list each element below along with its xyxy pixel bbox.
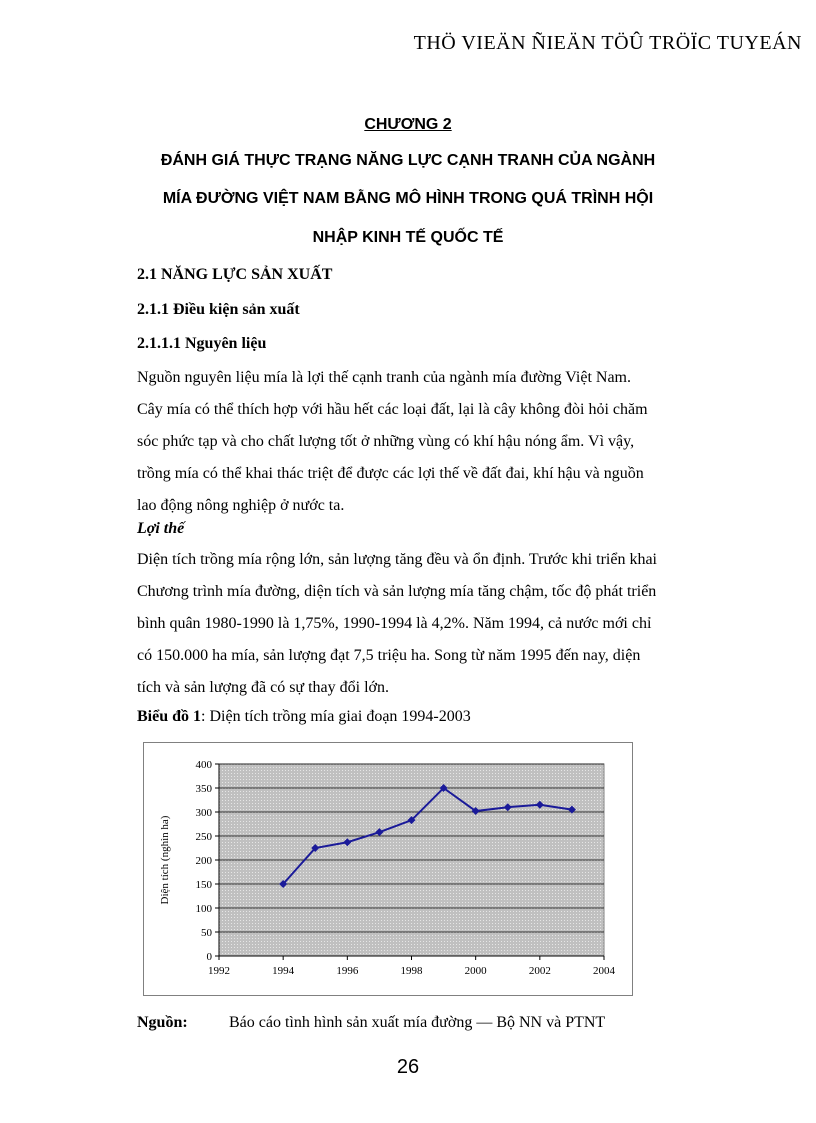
y-axis-label: Diện tích (nghìn ha) <box>159 815 171 905</box>
y-tick-label: 400 <box>195 759 212 771</box>
chart-caption-text: : Diện tích trồng mía giai đoạn 1994-2003 <box>201 708 471 725</box>
paragraph-line: Chương trình mía đường, diện tích và sản lượng mía tăng chậm, tốc độ phát triển <box>137 583 657 600</box>
area-line-chart <box>144 743 632 995</box>
paragraph-line: bình quân 1980-1990 là 1,75%, 1990-1994 là 4,2%. Năm 1994, cả nước mới chỉ <box>137 615 652 632</box>
chart-caption-label: Biểu đồ 1 <box>137 708 202 725</box>
y-tick-label: 200 <box>195 855 212 867</box>
y-tick-label: 300 <box>195 807 212 819</box>
site-header: THÖ VIEÄN ÑIEÄN TÖÛ TRÖÏC TUYEÁN <box>413 32 802 54</box>
chapter-title-line-3: NHẬP KINH TẾ QUỐC TẾ <box>312 229 504 246</box>
chart-frame <box>143 742 633 996</box>
chapter-number: CHƯƠNG 2 <box>364 116 452 133</box>
paragraph-raw-material <box>137 362 717 522</box>
x-tick-label: 1994 <box>272 965 295 977</box>
paragraph-line: trồng mía có thể khai thác triệt để được các lợi thế về đất đai, khí hậu và nguồn <box>137 465 644 482</box>
y-tick-label: 150 <box>195 879 212 891</box>
x-tick-label: 2000 <box>464 965 487 977</box>
chapter-title-line-2: MÍA ĐƯỜNG VIỆT NAM BẰNG MÔ HÌNH TRONG QUÁ TRÌNH HỘI <box>162 190 654 207</box>
section-heading-2-1: 2.1 NĂNG LỰC SẢN XUẤT <box>137 266 333 283</box>
x-tick-label: 1996 <box>336 965 359 977</box>
y-tick-label: 50 <box>201 927 212 939</box>
x-tick-label: 1992 <box>208 965 230 977</box>
paragraph-line: sóc phức tạp và cho chất lượng tốt ở những vùng có khí hậu nóng ẩm. Vì vậy, <box>137 433 635 450</box>
paragraph-line: tích và sản lượng đã có sự thay đổi lớn. <box>137 679 389 696</box>
source-label-text: Nguồn: <box>137 1014 188 1031</box>
x-tick-label: 2002 <box>528 965 551 977</box>
y-tick-label: 250 <box>195 831 212 843</box>
advantage-heading: Lợi thế <box>137 520 185 537</box>
y-tick-label: 0 <box>206 951 212 963</box>
y-tick-label: 100 <box>195 903 212 915</box>
chart-caption <box>137 708 471 726</box>
chapter-title-line-1: ĐÁNH GIÁ THỰC TRẠNG NĂNG LỰC CẠNH TRANH CỦA NGÀNH <box>160 152 656 169</box>
x-tick-label: 2004 <box>593 965 615 977</box>
source-label <box>137 1014 188 1032</box>
page-number: 26 <box>396 1056 420 1078</box>
paragraph-line: có 150.000 ha mía, sản lượng đạt 7,5 triệu ha. Song từ năm 1995 đến nay, diện <box>137 647 641 664</box>
paragraph-line: Cây mía có thể thích hợp với hầu hết các loại đất, lại là cây không đòi hỏi chăm <box>137 401 648 418</box>
x-tick-label: 1998 <box>400 965 423 977</box>
paragraph-line: Diện tích trồng mía rộng lớn, sản lượng tăng đều và ổn định. Trước khi triển khai <box>137 551 657 568</box>
y-tick-label: 350 <box>195 783 212 795</box>
paragraph-advantage <box>137 544 717 704</box>
paragraph-line: Nguồn nguyên liệu mía là lợi thế cạnh tranh của ngành mía đường Việt Nam. <box>137 369 631 386</box>
paragraph-line: lao động nông nghiệp ở nước ta. <box>137 497 345 514</box>
section-heading-2-1-1: 2.1.1 Điều kiện sản xuất <box>137 301 300 318</box>
source-text: Báo cáo tình hình sản xuất mía đường — Bộ NN và PTNT <box>229 1014 606 1031</box>
section-heading-2-1-1-1: 2.1.1.1 Nguyên liệu <box>137 335 267 352</box>
